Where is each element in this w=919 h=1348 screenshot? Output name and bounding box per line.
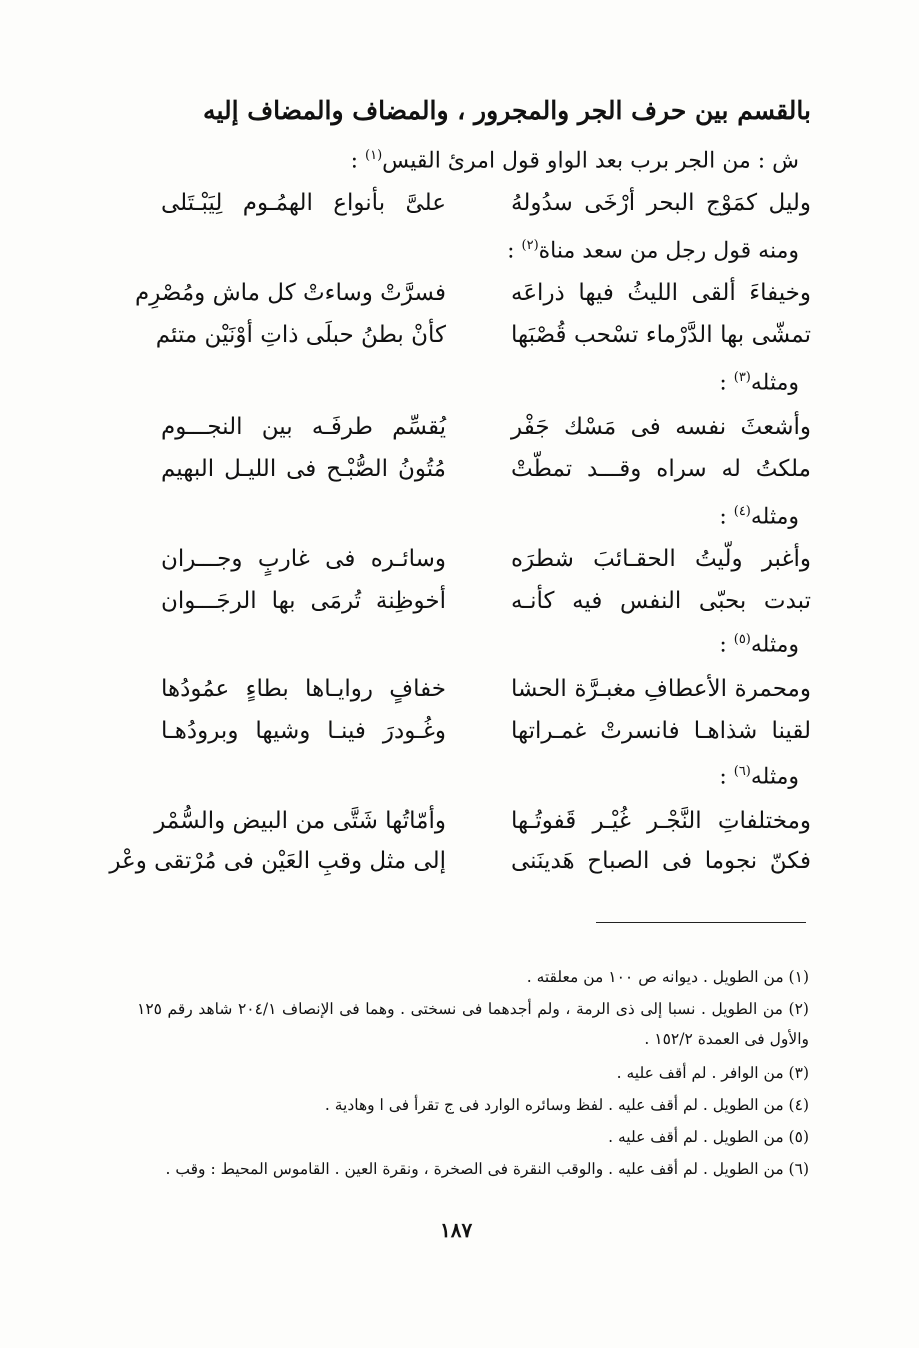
verse-second-hemistich: مُتُونُ الصُّبْـح فى الليـل البهيم bbox=[161, 456, 446, 482]
verse-second-hemistich: علىَّ بأنواع الهمُـوم لِيَبْـتَلى bbox=[161, 190, 446, 216]
footnote-ref: (٢) bbox=[521, 238, 539, 253]
verse-first-hemistich: وأغبر ولّيتُ الحقـائبَ شطرَه bbox=[511, 546, 811, 572]
intro-text: ومثله bbox=[750, 764, 799, 790]
verse-second-hemistich: فسرَّتْ وساءتْ كل ماش ومُصْرِم bbox=[134, 280, 446, 306]
verse-line bbox=[109, 848, 811, 888]
footnote-continuation: والأول فى العمدة ١٥٢/٢ . bbox=[644, 1030, 809, 1048]
verse-first-hemistich: فكنّ نجوما فى الصباح هَدينَنى bbox=[511, 848, 811, 874]
footnote: (١) من الطويل . ديوانه ص ١٠٠ من معلقته . bbox=[526, 968, 809, 986]
footnote-ref: (٣) bbox=[733, 370, 751, 385]
verse-line bbox=[161, 190, 811, 230]
page-number: ١٨٧ bbox=[440, 1218, 473, 1242]
intro-colon: : bbox=[719, 370, 734, 396]
footnote-divider bbox=[596, 922, 806, 923]
footnote: (٤) من الطويل . لم أقف عليه . لفظ وسائره الوارد فى ج تقرأ فى ا وهادية . bbox=[324, 1096, 809, 1114]
intro-text: ومثله bbox=[750, 370, 799, 396]
verse-second-hemistich: وسائـره فى غاربٍ وجـــران bbox=[161, 546, 446, 572]
verse-first-hemistich: ومختلفاتِ النَّجْـر غُيْـر قَفوتُـها bbox=[511, 808, 811, 834]
footnote: (٢) من الطويل . نسبا إلى ذى الرمة ، ولم أجدهما فى نسختى . وهما فى الإنصاف ٢٠٤/١ شاهد رقم ١٢٥ bbox=[137, 1000, 809, 1018]
verse-first-hemistich: ملكتُ له سراه وقـــد تمطّتْ bbox=[511, 456, 811, 482]
intro-line bbox=[719, 504, 799, 529]
verse-line bbox=[154, 808, 811, 848]
verse-second-hemistich: كأنْ بطنُ حبلَى ذاتِ أوْنَيْن متئم bbox=[155, 322, 446, 348]
footnote-ref: (٦) bbox=[733, 764, 751, 779]
intro-line bbox=[719, 632, 799, 657]
verse-first-hemistich: وخيفاءَ ألقى الليثُ فيها ذراعَه bbox=[511, 280, 811, 306]
footnote-ref: (١) bbox=[365, 148, 383, 163]
verse-line bbox=[161, 718, 811, 758]
intro-colon: : bbox=[719, 504, 734, 530]
intro-colon: : bbox=[350, 148, 366, 174]
verse-line bbox=[134, 280, 811, 320]
verse-first-hemistich: تمشّى بها الدَّرْماء تسْحب قُصْبَها bbox=[511, 322, 811, 348]
verse-line bbox=[161, 546, 811, 586]
verse-second-hemistich: أخوظِنة تُرمَى بها الرجَـــوان bbox=[161, 588, 446, 614]
intro-text: ومثله bbox=[750, 632, 799, 658]
intro-text: ومثله bbox=[750, 504, 799, 530]
verse-line bbox=[161, 588, 811, 628]
verse-first-hemistich: وأشعثَ نفسه فى مَسْك جَفْر bbox=[511, 414, 811, 440]
verse-second-hemistich: وأمّاتُها شَتَّى من البيض والسُّمْر bbox=[154, 808, 446, 834]
intro-line bbox=[719, 370, 799, 395]
verse-first-hemistich: وليل كمَوْج البحر أرْخَى سدُولهُ bbox=[511, 190, 811, 216]
verse-first-hemistich: ومحمرة الأعطافِ مغبـرَّة الحشا bbox=[511, 676, 811, 702]
verse-line bbox=[161, 456, 811, 496]
verse-first-hemistich: لقينا شذاهـا فانسرتْ غمـراتها bbox=[511, 718, 811, 744]
footnote: (٦) من الطويل . لم أقف عليه . والوقب النقرة فى الصخرة ، ونقرة العين . القاموس المحيط : وقب . bbox=[165, 1160, 809, 1178]
intro-line bbox=[719, 764, 799, 789]
footnote-ref: (٤) bbox=[733, 504, 751, 519]
intro-colon: : bbox=[719, 632, 734, 658]
verse-second-hemistich: وغُـودرَ فينـا وشيها وبرودُهـا bbox=[161, 718, 446, 744]
verse-second-hemistich: خفافٍ روايـاها بطاءٍ عمُودُها bbox=[161, 676, 446, 702]
intro-colon: : bbox=[719, 764, 734, 790]
verse-line bbox=[155, 322, 811, 362]
verse-second-hemistich: يُقسِّم طرفَـه بين النجـــوم bbox=[161, 414, 446, 440]
footnote: (٣) من الوافر . لم أقف عليه . bbox=[616, 1064, 809, 1082]
verse-first-hemistich: تبدت بحبّى النفس فيه كأنـه bbox=[511, 588, 811, 614]
verse-line bbox=[161, 414, 811, 454]
verse-line bbox=[161, 676, 811, 716]
footnote-ref: (٥) bbox=[733, 632, 751, 647]
intro-text: ش : من الجر برب بعد الواو قول امرئ القيس bbox=[382, 148, 799, 174]
footnote: (٥) من الطويل . لم أقف عليه . bbox=[608, 1128, 809, 1146]
verse-second-hemistich: إلى مثل وقبِ العَيْن فى مُرْتقى وعْر bbox=[109, 848, 446, 874]
running-header: بالقسم بين حرف الجر والمجرور ، والمضاف والمضاف إليه bbox=[203, 96, 811, 125]
intro-line bbox=[351, 148, 799, 173]
intro-line bbox=[507, 238, 799, 263]
intro-colon: : bbox=[507, 238, 522, 264]
intro-text: ومنه قول رجل من سعد مناة bbox=[538, 238, 799, 264]
